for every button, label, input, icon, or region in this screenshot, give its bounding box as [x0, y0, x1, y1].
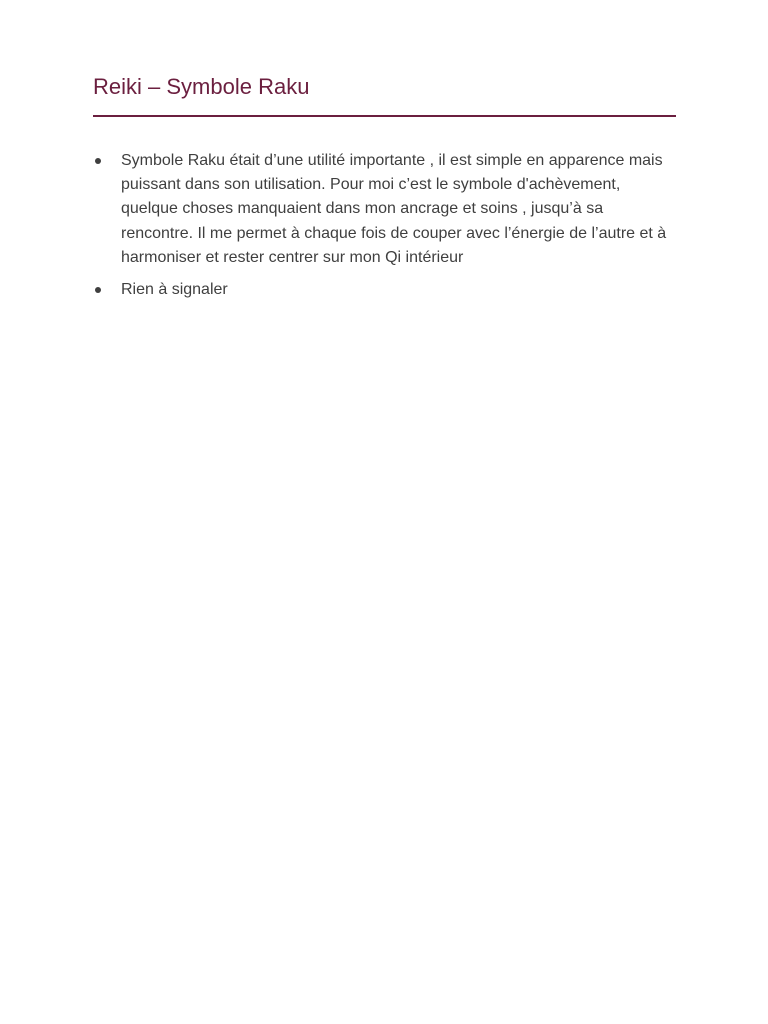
list-item: [93, 278, 676, 302]
bullet-icon: [95, 158, 101, 164]
document-title: Reiki – Symbole Raku: [93, 74, 310, 99]
list-item-text: Rien à signaler: [121, 281, 228, 299]
list-item-text: Symbole Raku était d’une utilité importante , il est simple en apparence mais puissant dans son utilisation. Pour moi c’est le symbole d'achèvement, quelque choses manquaient dans mon ancrage et soins , jusqu’à sa rencontre. Il me permet à chaque fois de couper avec l’énergie de l’autre et à harmoniser et rester centrer sur mon Qi intérieur: [121, 152, 667, 266]
bullet-list: [93, 149, 676, 310]
list-item: [93, 149, 676, 270]
title-underline-divider: [93, 115, 676, 117]
bullet-icon: [95, 287, 101, 293]
